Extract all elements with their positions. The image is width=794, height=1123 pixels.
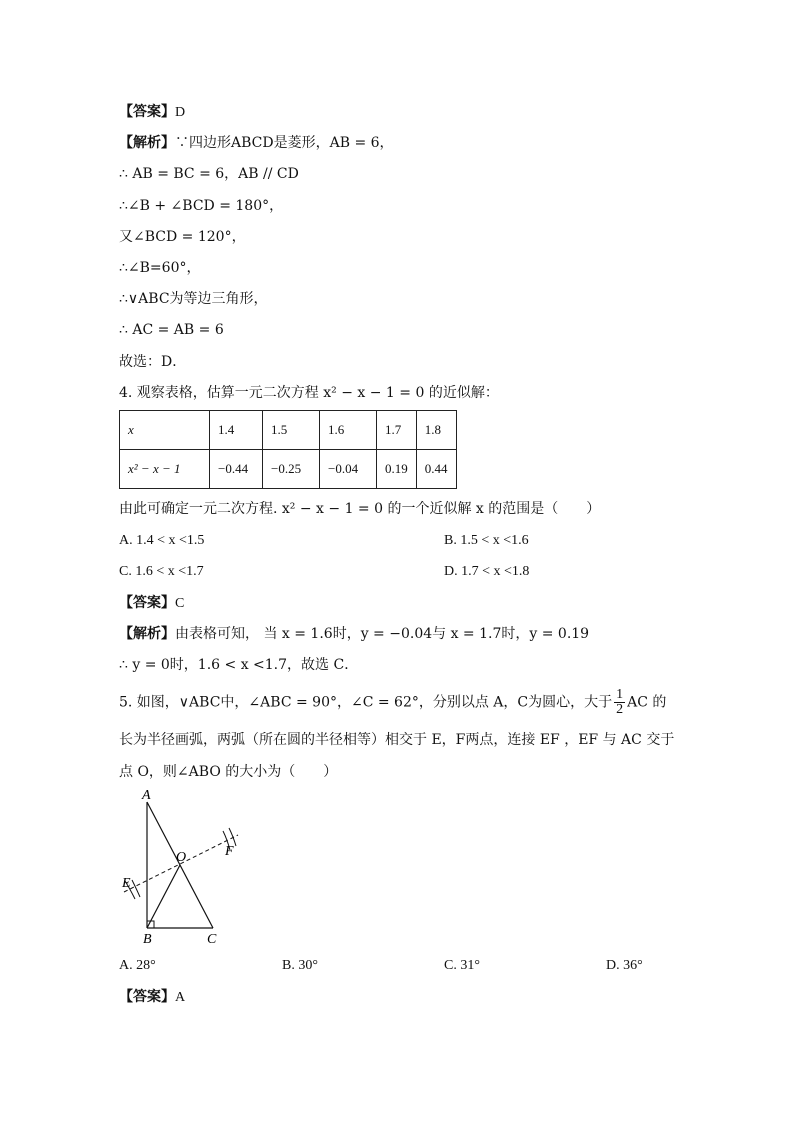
triangle-figure: [110, 785, 250, 950]
table-cell: −0.44: [210, 450, 263, 489]
answer-value: C: [175, 596, 185, 611]
table-row: [120, 450, 457, 489]
table-cell: 0.19: [377, 450, 417, 489]
table-cell: x: [120, 411, 210, 450]
q3-analysis-line-6: ∴∨ABC为等边三角形，: [119, 291, 268, 307]
q5-option-a: A. 28°: [119, 958, 156, 973]
q4-question: 由此可确定一元二次方程. x² − x − 1 = 0 的一个近似解 x 的范围是（ ）: [119, 501, 601, 517]
q4-option-d: D. 1.7 < x <1.8: [444, 564, 530, 579]
table-cell: 0.44: [416, 450, 456, 489]
table-cell: 1.4: [210, 411, 263, 450]
label-a: A: [142, 788, 151, 803]
table-cell: −0.25: [263, 450, 320, 489]
fraction-one-half: [614, 688, 625, 717]
q5-option-c: C. 31°: [444, 958, 480, 973]
q5-stem-line-3: 点 O，则∠ABO 的大小为（ ）: [119, 764, 338, 780]
label-e: E: [122, 876, 131, 891]
stem-text: 5. 如图，∨ABC中，∠ABC = 90°，∠C = 62°，分别以点 A，C为圆心，大于: [119, 694, 613, 711]
stem-text: AC 的: [627, 694, 667, 711]
q4-option-b: B. 1.5 < x <1.6: [444, 533, 529, 548]
q5-stem-line-1: [119, 688, 666, 717]
q4-option-a: A. 1.4 < x <1.5: [119, 533, 205, 548]
values-table: [119, 410, 457, 489]
fraction-numerator: 1: [616, 687, 624, 702]
table-row: [120, 411, 457, 450]
answer-label: 【答案】: [119, 989, 175, 1005]
q5-option-b: B. 30°: [282, 958, 318, 973]
q5-stem-line-2: 长为半径画弧，两弧（所在圆的半径相等）相交于 E，F两点，连接 EF ，EF 与 AC 交于: [119, 732, 675, 748]
q3-analysis-line-2: ∴ AB = BC = 6，AB // CD: [119, 166, 299, 182]
analysis-label: 【解析】: [119, 626, 175, 642]
fraction-denominator: 2: [616, 702, 624, 717]
analysis-text: 由表格可知， 当 x = 1.6时，y = −0.04与 x = 1.7时，y = 0.19: [175, 626, 590, 642]
q3-analysis-line-3: ∴∠B + ∠BCD = 180°，: [119, 198, 284, 214]
answer-label: 【答案】: [119, 595, 175, 611]
q4-analysis-line-1: [119, 625, 589, 643]
q4-option-c: C. 1.6 < x <1.7: [119, 564, 204, 579]
q4-stem: 4. 观察表格，估算一元二次方程 x² − x − 1 = 0 的近似解：: [119, 385, 499, 401]
label-o: O: [176, 850, 187, 865]
table-cell: 1.7: [377, 411, 417, 450]
label-b: B: [143, 932, 152, 947]
q3-answer: [119, 103, 185, 122]
q5-answer: [119, 988, 185, 1007]
segment-bo: [147, 865, 180, 928]
label-f: F: [225, 844, 234, 859]
table-cell: −0.04: [320, 450, 377, 489]
q3-analysis-line-5: ∴∠B=60°，: [119, 260, 201, 276]
analysis-label: 【解析】: [119, 135, 175, 151]
analysis-text: ∵四边形ABCD是菱形，AB = 6，: [175, 135, 394, 151]
table-cell: 1.8: [416, 411, 456, 450]
answer-label: 【答案】: [119, 104, 175, 120]
q5-option-d: D. 36°: [606, 958, 643, 973]
q4-analysis-line-2: ∴ y = 0时，1.6 < x <1.7，故选 C．: [119, 657, 359, 673]
label-c: C: [207, 932, 217, 947]
answer-value: A: [175, 990, 186, 1005]
q3-analysis-line-1: [119, 134, 394, 152]
answer-value: D: [175, 105, 186, 120]
q4-answer: [119, 594, 184, 613]
q3-conclusion: 故选：D．: [119, 354, 187, 370]
table-cell: 1.5: [263, 411, 320, 450]
q3-analysis-line-4: 又∠BCD = 120°，: [119, 229, 246, 245]
q3-analysis-line-7: ∴ AC = AB = 6: [119, 322, 224, 338]
table-cell: 1.6: [320, 411, 377, 450]
table-cell: x² − x − 1: [120, 450, 210, 489]
